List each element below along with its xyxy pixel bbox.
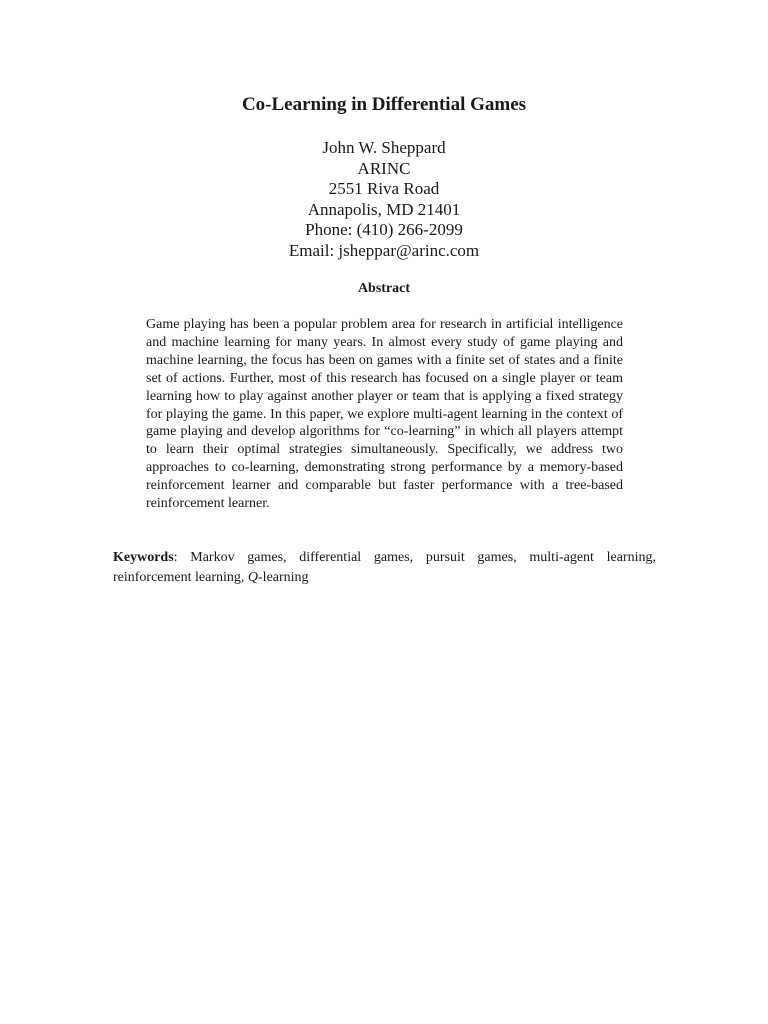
keywords-list: Markov games, differential games, pursuit games, multi-agent learning, reinforcement learning, <box>113 550 656 585</box>
abstract-heading: Abstract <box>357 281 411 296</box>
keywords-paragraph <box>113 548 656 587</box>
author-name: John W. Sheppard <box>322 138 446 157</box>
author-phone: Phone: (410) 266-2099 <box>305 220 463 240</box>
author-street-address: 2551 Riva Road <box>328 179 440 199</box>
paper-title: Co-Learning in Differential Games <box>241 94 527 115</box>
keywords-q-suffix: -learning <box>258 569 309 585</box>
author-block <box>0 138 768 262</box>
abstract-text: Game playing has been a popular problem area for research in artificial intelligence and machine learning for many years. In almost every study of game playing and machine learning, the focus has been on games with a finite set of states and a finite set of actions. Further, most of this research has focused on a single player or team learning how to play against another player or team that is applying a fixed strategy for playing the game. In this paper, we explore multi-agent learning in the context of game playing and develop algorithms for “co-learning” in which all players attempt to learn their optimal strategies simultaneously. Specifically, we address two approaches to co-learning, demonstrating strong performance by a memory-based reinforcement learner and comparable but faster performance with a tree-based reinforcement learner. <box>146 317 623 512</box>
author-city: Annapolis, MD 21401 <box>307 199 461 219</box>
keywords-q-letter: Q <box>247 569 259 585</box>
author-organization: ARINC <box>357 158 411 178</box>
author-email: Email: jsheppar@arinc.com <box>288 240 480 260</box>
keywords-separator: : <box>173 550 191 565</box>
keywords-label: Keywords <box>113 550 174 565</box>
